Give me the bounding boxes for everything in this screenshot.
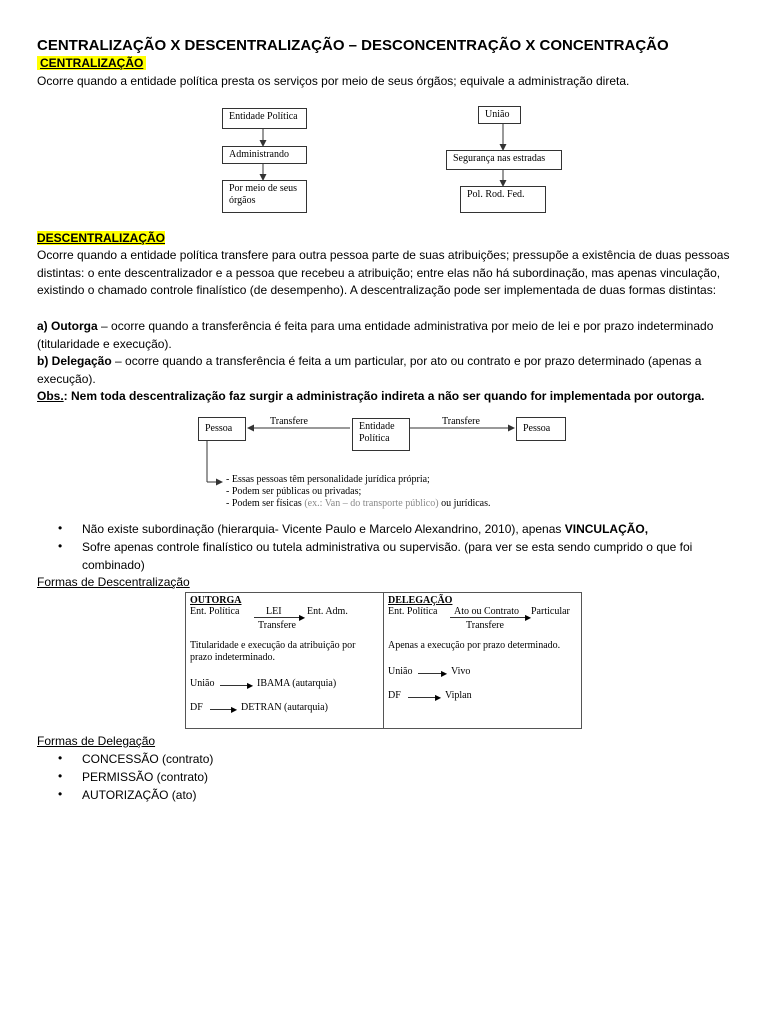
formas-descentralizacao-heading: Formas de Descentralização: [37, 575, 190, 589]
delegacao-transfer-line: [388, 606, 577, 620]
delegacao-to: Particular: [531, 606, 570, 617]
box-pessoa-right: Pessoa: [516, 417, 566, 441]
outorga-under: Transfere: [258, 620, 296, 631]
delegacao-desc: Apenas a execução por prazo determinado.: [388, 640, 561, 651]
delegacao-ex1-to: Vivo: [451, 666, 471, 677]
delegacao-item-permissao: PERMISSÃO (contrato): [82, 770, 209, 784]
box-entidade-politica: Entidade Política: [222, 108, 307, 129]
descentralizacao-paragraph: Ocorre quando a entidade política transfere para outra pessoa parte de suas atribuições; pressupõe a existência de duas pessoas distintas: o ente descentralizador e a pessoa que recebeu a atribuição; entre elas não há subordinação, mas apenas vinculação, existindo o chamado controle finalístico (de desempenho). A descentralização pode ser implementada de duas formas distintas:: [37, 248, 730, 297]
delegacao-ex2-from: DF: [388, 690, 401, 701]
outorga-ex2-from: DF: [190, 702, 203, 713]
bullet-vinculacao-bold: VINCULAÇÃO,: [564, 522, 649, 536]
delegacao-item-concessao: CONCESSÃO (contrato): [82, 752, 214, 766]
page-title: CENTRALIZAÇÃO X DESCENTRALIZAÇÃO – DESCONCENTRAÇÃO X CONCENTRAÇÃO: [37, 37, 669, 54]
delegacao-ex2-arrow: [408, 697, 438, 698]
arrow-right-icon: ▶: [441, 669, 448, 678]
descentralizacao-heading-text: DESCENTRALIZAÇÃO: [37, 231, 165, 245]
bullet-icon: •: [58, 521, 63, 535]
bullet-vinculacao-text: Não existe subordinação (hierarquia- Vicente Paulo e Marcelo Alexandrino, 2010), apenas: [82, 522, 565, 536]
outorga-arrow-line: [254, 617, 302, 618]
delegacao-text: – ocorre quando a transferência é feita a um particular, por ato ou contrato e por prazo determinado (apenas a execução).: [37, 354, 702, 386]
bullet-icon: •: [58, 787, 63, 801]
box-uniao: União: [478, 106, 521, 124]
formas-delegacao-heading: Formas de Delegação: [37, 734, 156, 748]
obs-text: : Nem toda descentralização faz surgir a administração indireta a não ser quando for implementada por outorga.: [63, 389, 705, 403]
arrow-right-icon: ▶: [525, 613, 532, 622]
outorga-ex1-from: União: [190, 678, 215, 689]
note-fisicas-juridicas: [226, 498, 491, 510]
note3-part-b: (ex.: Van – do transporte público): [304, 498, 439, 509]
arrow-right-icon: ▶: [299, 613, 306, 622]
outorga-ex1-to: IBAMA (autarquia): [257, 678, 337, 689]
delegacao-cell: [384, 593, 582, 729]
box-seguranca-estradas: Segurança nas estradas: [446, 150, 562, 170]
note3-part-c: ou jurídicas.: [438, 498, 491, 509]
arrow-label-transfere-left: Transfere: [270, 416, 308, 427]
bullet-icon: •: [58, 539, 63, 553]
centralizacao-heading-text: CENTRALIZAÇÃO: [37, 56, 146, 70]
delegacao-example-2: [388, 690, 577, 704]
delegacao-from: Ent. Política: [388, 606, 438, 617]
box-entidade-politica-center: Entidade Política: [352, 418, 410, 451]
outorga-cell: [186, 593, 384, 729]
note-publicas-privadas: - Podem ser públicas ou privadas;: [226, 486, 362, 497]
delegacao-ex2-to: Viplan: [445, 690, 472, 701]
outorga-example-1: [190, 678, 379, 692]
outorga-transfer-line: [190, 606, 379, 620]
arrow-label-transfere-right: Transfere: [442, 416, 480, 427]
arrow-right-icon: ▶: [231, 705, 238, 714]
outorga-text: – ocorre quando a transferência é feita para uma entidade administrativa por meio de lei e por prazo indeterminado (titularidade e execução).: [37, 319, 714, 351]
delegacao-under: Transfere: [466, 620, 504, 631]
outorga-ex2-to: DETRAN (autarquia): [241, 702, 328, 713]
outorga-example-2: [190, 702, 379, 716]
centralizacao-text: Ocorre quando a entidade política presta os serviços por meio de seus órgãos; equivale a administração direta.: [37, 74, 630, 88]
box-administrando: Administrando: [222, 146, 307, 164]
outorga-label: a) Outorga: [37, 319, 98, 333]
formas-descentralizacao-table: [185, 592, 582, 729]
delegacao-header: DELEGAÇÃO: [388, 595, 453, 606]
bullet-vinculacao: [82, 521, 752, 539]
arrow-right-icon: ▶: [247, 681, 254, 690]
diagram2-notes: [226, 474, 491, 510]
outorga-mid: LEI: [266, 606, 282, 617]
delegacao-arrow-line: [450, 617, 528, 618]
note3-part-a: - Podem ser físicas: [226, 498, 305, 509]
box-pessoa-left: Pessoa: [198, 417, 246, 441]
box-por-meio-orgaos: Por meio de seus órgãos: [222, 180, 307, 213]
delegacao-item-autorizacao: AUTORIZAÇÃO (ato): [82, 788, 197, 802]
bullet-icon: •: [58, 769, 63, 783]
outorga-from: Ent. Política: [190, 606, 240, 617]
delegacao-ex1-from: União: [388, 666, 413, 677]
delegacao-label: b) Delegação: [37, 354, 112, 368]
outorga-header: OUTORGA: [190, 595, 242, 606]
bullet-controle-finalistico: Sofre apenas controle finalístico ou tutela administrativa ou supervisão. (para ver se esta sendo cumprido o que foi combinado): [82, 540, 693, 572]
obs-label: Obs.: [37, 389, 64, 403]
outorga-to: Ent. Adm.: [307, 606, 348, 617]
bullet-icon: •: [58, 751, 63, 765]
delegacao-mid: Ato ou Contrato: [454, 606, 519, 617]
arrow-right-icon: ▶: [435, 693, 442, 702]
delegacao-example-1: [388, 666, 577, 680]
outorga-ex1-arrow: [220, 685, 250, 686]
note-personalidade: - Essas pessoas têm personalidade jurídica própria;: [226, 474, 430, 485]
box-pol-rod-fed: Pol. Rod. Fed.: [460, 186, 546, 213]
outorga-desc: Titularidade e execução da atribuição por prazo indeterminado.: [190, 640, 356, 663]
